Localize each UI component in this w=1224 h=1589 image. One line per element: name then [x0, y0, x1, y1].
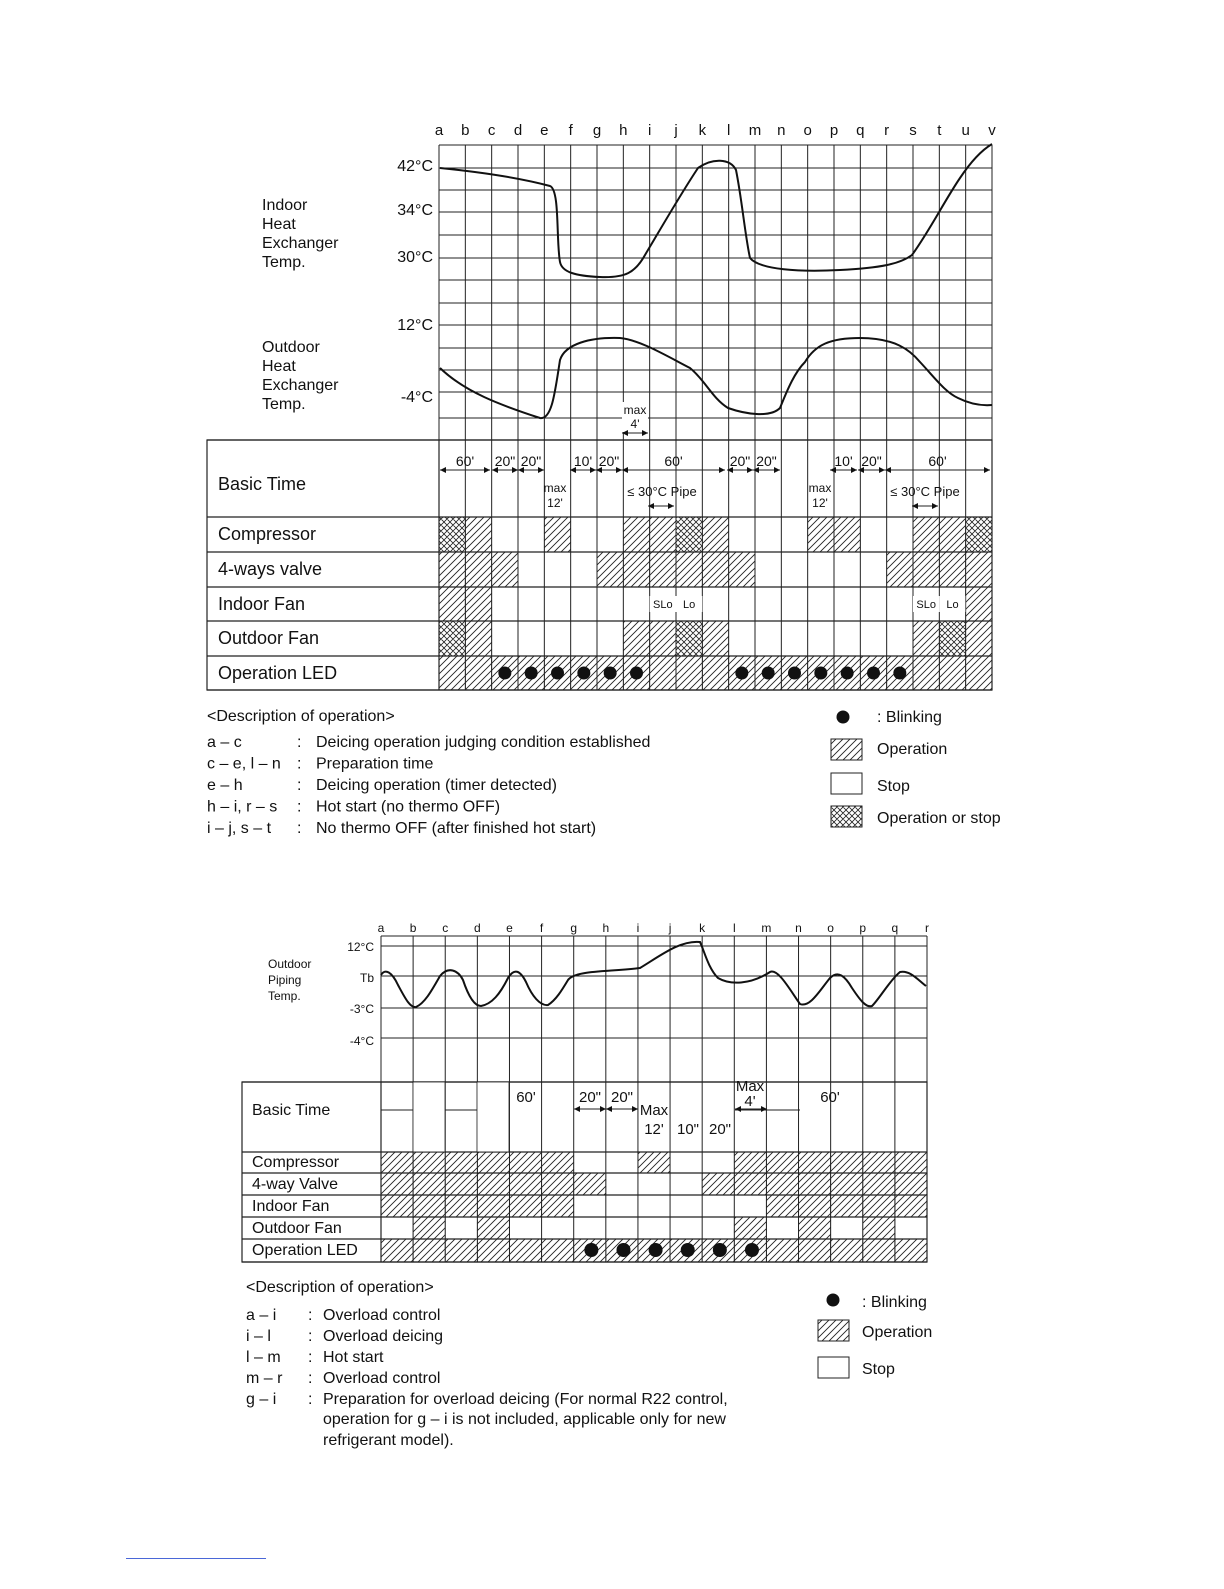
d1-cell-3-9 [676, 621, 702, 656]
d2-cell-1-2 [445, 1173, 477, 1195]
d1-duration-1: 20" [494, 453, 516, 469]
d1-desc-title: <Description of operation> [207, 708, 395, 725]
d1-legend-operation: Operation [877, 741, 948, 758]
d2-cell-1-12 [766, 1173, 798, 1195]
d2-cell-1-4 [509, 1173, 541, 1195]
d1-col-d: d [513, 122, 523, 139]
d1-row-label-0: Basic Time [218, 474, 307, 494]
d2-cell-2-15 [863, 1195, 895, 1217]
d1-cell-4-10 [702, 656, 728, 690]
d1-duration-4: 20" [598, 453, 620, 469]
d1-cell-1-11 [729, 552, 755, 587]
d2-cell-0-15 [863, 1152, 895, 1173]
d1-cell-4-0 [439, 656, 465, 690]
d1-desc-code-4: i – j, s – t [207, 820, 272, 837]
d1-col-r: r [884, 122, 890, 139]
d2-cell-3-3 [477, 1217, 509, 1239]
d2-desc-text-4: Preparation for overload deicing (For normal R22 control, [323, 1391, 728, 1408]
d2-legend-blinking: : Blinking [862, 1294, 927, 1311]
d1-row-label-4: Outdoor Fan [218, 628, 320, 648]
d2-col-e: e [506, 921, 513, 935]
d2-led-blink-0 [584, 1243, 598, 1257]
d1-duration-9: 20" [861, 453, 882, 469]
d1-cell-1-20 [966, 552, 992, 587]
d1-cell-2-1 [465, 587, 491, 621]
d2-led-blink-4 [713, 1243, 727, 1257]
d1-max12-a-val: 12' [547, 496, 563, 510]
d1-outdoor-label-2: Exchanger [262, 377, 339, 394]
d1-col-l: l [726, 122, 731, 139]
d1-cell-0-14 [808, 517, 834, 552]
d1-led-blink-3 [577, 667, 590, 680]
d1-row-label-3: Indoor Fan [218, 594, 306, 614]
d2-label-2: Temp. [268, 989, 301, 1003]
d2-cell-1-11 [734, 1173, 766, 1195]
d1-cell-1-2 [492, 552, 518, 587]
d1-led-blink-11 [867, 667, 880, 680]
d1-col-u: u [961, 122, 970, 139]
d2-cell-0-5 [542, 1152, 574, 1173]
d2-row-label-4: Outdoor Fan [252, 1220, 342, 1237]
d1-indoor-label-3: Temp. [262, 254, 306, 271]
d1-cell-0-7 [623, 517, 649, 552]
d2-col-a: a [377, 921, 385, 935]
d1-temp-tick-3: 12°C [397, 317, 433, 334]
d1-duration-3: 10' [573, 453, 593, 469]
d2-label-1: Piping [268, 973, 302, 987]
d2-duration-9: 60' [820, 1089, 840, 1106]
d1-duration-6: 20" [729, 453, 751, 469]
d1-cell-2-20 [966, 587, 992, 621]
d2-col-o: o [827, 921, 834, 935]
d1-cell-1-7 [623, 552, 649, 587]
d1-led-blink-1 [525, 667, 538, 680]
d2-cell-3-1 [413, 1217, 445, 1239]
d2-col-k: k [699, 921, 706, 935]
d1-fanlevel-2-19: Lo [946, 599, 959, 611]
d2-cell-2-14 [831, 1195, 863, 1217]
d1-desc-text-2: Deicing operation (timer detected) [316, 777, 558, 794]
d2-led-blink-5 [745, 1243, 759, 1257]
d1-legend-op-or-stop: Operation or stop [877, 810, 1001, 827]
d2-tick-3: -4°C [349, 1034, 374, 1048]
d1-max12-a: max [543, 481, 567, 495]
d2-cell-4-12 [766, 1239, 798, 1262]
d1-cell-1-17 [887, 552, 913, 587]
d1-col-v: v [988, 122, 996, 139]
d2-cell-4-0 [381, 1239, 413, 1262]
d2-label-0: Outdoor [268, 957, 312, 971]
d2-col-h: h [602, 921, 610, 935]
d2-desc-code-3: m – r [246, 1370, 283, 1387]
d1-col-j: j [674, 122, 678, 139]
d2-cell-0-2 [445, 1152, 477, 1173]
d2-col-i: i [636, 921, 640, 935]
d1-col-s: s [909, 122, 917, 139]
d2-cell-4-5 [542, 1239, 574, 1262]
d2-duration-7: Max [735, 1078, 765, 1095]
d1-row-label-2: 4-ways valve [218, 559, 323, 579]
d1-col-i: i [647, 122, 652, 139]
d2-col-m: m [761, 921, 772, 935]
d1-led-blink-6 [735, 667, 748, 680]
d2-duration-2: 20" [610, 1089, 634, 1106]
d1-cell-0-19 [939, 517, 965, 552]
d2-tick-0: 12°C [347, 940, 374, 954]
d1-pipe-b: ≤ 30°C Pipe [890, 484, 960, 499]
d1-desc-colon-3: : [297, 798, 302, 816]
d1-max4: max [623, 403, 647, 417]
d1-pipe-a: ≤ 30°C Pipe [627, 484, 697, 499]
d2-cell-2-13 [799, 1195, 831, 1217]
d1-cell-3-20 [966, 621, 992, 656]
d1-cell-4-18 [913, 656, 939, 690]
d1-cell-3-18 [913, 621, 939, 656]
d2-col-c: c [442, 921, 449, 935]
d2-row-label-1: Compressor [252, 1154, 340, 1171]
d2-led-blink-2 [649, 1243, 663, 1257]
d2-cell-2-5 [542, 1195, 574, 1217]
d2-cell-1-3 [477, 1173, 509, 1195]
d1-max12-b: max [808, 481, 832, 495]
d1-cell-3-10 [702, 621, 728, 656]
d1-indoor-label-0: Indoor [262, 197, 308, 214]
d2-cell-4-3 [477, 1239, 509, 1262]
d1-cell-4-19 [939, 656, 965, 690]
outdoor-temp-curve [440, 338, 992, 418]
d1-temperature-curves [440, 144, 992, 418]
d2-bt-gap-1 [413, 1082, 445, 1152]
d2-row-label-3: Indoor Fan [252, 1198, 330, 1215]
diagram-deicing [207, 122, 1001, 837]
d1-led-blink-12 [893, 667, 906, 680]
d1-desc-code-2: e – h [207, 777, 243, 794]
d2-tick-1: Tb [359, 971, 374, 985]
d2-desc-text-2: Hot start [323, 1349, 384, 1366]
d2-led-blink-3 [681, 1243, 695, 1257]
d2-cell-2-16 [895, 1195, 927, 1217]
d2-row-label-2: 4-way Valve [252, 1176, 338, 1193]
d2-duration-6: 20" [708, 1121, 732, 1138]
d2-cell-0-13 [799, 1152, 831, 1173]
d2-bt-gap-2 [477, 1082, 509, 1152]
d1-cell-4-8 [650, 656, 676, 690]
d2-row-label-0: Basic Time [252, 1102, 331, 1119]
d2-cell-3-11 [734, 1217, 766, 1239]
d2-desc-code-0: a – i [246, 1307, 277, 1324]
d1-cell-3-0 [439, 621, 465, 656]
d2-cell-0-3 [477, 1152, 509, 1173]
d2-desc-text-0: Overload control [323, 1307, 441, 1324]
d1-duration-8: 10' [834, 453, 853, 469]
d2-cell-1-14 [831, 1173, 863, 1195]
d2-cell-4-15 [863, 1239, 895, 1262]
d1-desc-text-1: Preparation time [316, 755, 434, 773]
d2-cell-2-3 [477, 1195, 509, 1217]
footer-rule [126, 1558, 266, 1559]
outdoor-piping-temp-curve [381, 942, 926, 1007]
d1-indoor-label-2: Exchanger [262, 235, 339, 252]
d1-col-a: a [434, 122, 444, 139]
d1-max12-b-val: 12' [812, 496, 828, 510]
d2-col-l: l [732, 921, 736, 935]
d1-cell-2-0 [439, 587, 465, 621]
d2-cell-4-16 [895, 1239, 927, 1262]
d1-fanlevel-2-9: Lo [683, 599, 696, 611]
d1-cell-3-8 [650, 621, 676, 656]
d2-col-d: d [474, 921, 481, 935]
d2-cell-3-15 [863, 1217, 895, 1239]
d1-cell-4-1 [465, 656, 491, 690]
d1-legend-stop: Stop [877, 778, 910, 795]
d2-cell-1-13 [799, 1173, 831, 1195]
d1-temp-tick-0: 42°C [397, 158, 433, 175]
d1-cell-0-1 [465, 517, 491, 552]
d1-cell-0-4 [544, 517, 570, 552]
d2-col-r: r [925, 921, 929, 935]
d1-led-blink-9 [814, 667, 827, 680]
d2-cell-0-4 [509, 1152, 541, 1173]
d2-legend-operation: Operation [862, 1324, 933, 1341]
d1-cell-1-0 [439, 552, 465, 587]
d2-cell-2-1 [413, 1195, 445, 1217]
d2-desc-colon-0: : [308, 1307, 313, 1324]
d2-col-n: n [795, 921, 802, 935]
d1-cell-4-9 [676, 656, 702, 690]
d2-cell-1-15 [863, 1173, 895, 1195]
d1-cell-3-7 [623, 621, 649, 656]
d2-cell-2-12 [766, 1195, 798, 1217]
d1-col-m: m [748, 122, 762, 139]
d1-labels [207, 122, 1001, 837]
d2-col-b: b [409, 921, 417, 935]
d2-legend-stop-swatch [818, 1357, 849, 1378]
d1-outdoor-label-3: Temp. [262, 396, 306, 413]
d2-col-j: j [668, 921, 672, 935]
d1-temp-tick-1: 34°C [397, 202, 433, 219]
d1-col-o: o [803, 122, 812, 139]
d2-cell-1-0 [381, 1173, 413, 1195]
d2-cell-1-6 [574, 1173, 606, 1195]
d1-desc-colon-4: : [297, 820, 302, 837]
d1-duration-2: 20" [520, 453, 542, 469]
d2-duration-8: 4' [744, 1093, 756, 1110]
d1-cell-0-10 [702, 517, 728, 552]
d1-col-c: c [487, 122, 496, 139]
d2-duration-4: 12' [644, 1121, 664, 1138]
d2-cell-1-5 [542, 1173, 574, 1195]
d1-legend-stop-swatch [831, 773, 862, 794]
d2-duration-3: Max [639, 1102, 669, 1119]
d1-col-b: b [461, 122, 470, 139]
d2-col-p: p [859, 921, 867, 935]
d1-desc-text-3: Hot start (no thermo OFF) [316, 798, 501, 816]
d1-duration-5: 60' [664, 453, 683, 469]
d2-cell-0-14 [831, 1152, 863, 1173]
d2-desc-colon-4: : [308, 1391, 313, 1408]
d1-cell-1-9 [676, 552, 702, 587]
d2-cell-2-4 [509, 1195, 541, 1217]
d2-col-f: f [539, 921, 544, 935]
d2-desc-colon-1: : [308, 1328, 313, 1345]
d1-duration-7: 20" [756, 453, 777, 469]
d1-col-f: f [568, 122, 573, 139]
d1-col-e: e [540, 122, 549, 139]
d2-cell-3-13 [799, 1217, 831, 1239]
d1-cell-0-20 [966, 517, 992, 552]
d1-temp-tick-4: -4°C [400, 389, 433, 406]
d1-cell-4-20 [966, 656, 992, 690]
d2-cell-1-1 [413, 1173, 445, 1195]
d2-desc-code-1: i – l [246, 1328, 271, 1345]
d1-desc-colon-2: : [297, 777, 302, 794]
d2-led-blink-1 [616, 1243, 630, 1257]
d2-duration-1: 20" [578, 1089, 602, 1106]
d1-col-h: h [619, 122, 628, 139]
d1-cell-0-0 [439, 517, 465, 552]
d1-desc-text-4: No thermo OFF (after finished hot start) [316, 820, 597, 837]
d2-cell-0-1 [413, 1152, 445, 1173]
d1-state-cells [439, 517, 992, 690]
d2-duration-0: 60' [516, 1089, 536, 1106]
d1-col-k: k [698, 122, 707, 139]
d1-cell-3-1 [465, 621, 491, 656]
d1-led-blink-0 [498, 667, 511, 680]
d1-row-label-1: Compressor [218, 524, 317, 544]
d2-cell-4-4 [509, 1239, 541, 1262]
d2-cell-0-16 [895, 1152, 927, 1173]
d2-desc-text-1: Overload deicing [323, 1328, 444, 1345]
diagram-overload [242, 921, 932, 1449]
d2-row-label-5: Operation LED [252, 1242, 358, 1259]
d1-duration-10: 60' [928, 453, 947, 469]
d1-desc-colon-1: : [297, 755, 302, 773]
d1-legend-blink-dot [837, 711, 850, 724]
d1-col-t: t [937, 122, 942, 139]
d2-cell-4-13 [799, 1239, 831, 1262]
d2-cell-2-0 [381, 1195, 413, 1217]
d1-desc-code-1: c – e, l – n [207, 755, 281, 773]
d1-led-blink-8 [788, 667, 801, 680]
d2-legend-stop: Stop [862, 1361, 895, 1378]
d1-cell-1-18 [913, 552, 939, 587]
d1-col-n: n [777, 122, 786, 139]
d1-cell-1-1 [465, 552, 491, 587]
d1-cell-1-19 [939, 552, 965, 587]
d2-cell-2-2 [445, 1195, 477, 1217]
d2-cell-0-8 [638, 1152, 670, 1173]
d1-col-q: q [856, 122, 865, 139]
d1-cell-1-8 [650, 552, 676, 587]
d1-cell-0-9 [676, 517, 702, 552]
d1-cell-0-18 [913, 517, 939, 552]
d1-col-g: g [592, 122, 602, 139]
d2-cell-1-10 [702, 1173, 734, 1195]
d1-legend-opstop-swatch [831, 806, 862, 827]
d2-cell-4-14 [831, 1239, 863, 1262]
d2-cell-0-0 [381, 1152, 413, 1173]
d1-led-blink-5 [630, 667, 643, 680]
d1-cell-3-19 [939, 621, 965, 656]
d1-led-blink-2 [551, 667, 564, 680]
d1-fanlevel-2-8: SLo [653, 599, 673, 611]
d1-indoor-label-1: Heat [262, 216, 296, 233]
d2-cell-1-16 [895, 1173, 927, 1195]
d2-col-g: g [570, 921, 578, 935]
d1-desc-code-3: h – i, r – s [207, 798, 278, 816]
d2-cell-0-12 [766, 1152, 798, 1173]
d2-desc-colon-2: : [308, 1349, 313, 1366]
d2-col-q: q [891, 921, 899, 935]
d2-desc-text-3: Overload control [323, 1370, 441, 1387]
d1-cell-0-15 [834, 517, 860, 552]
d1-led-blink-7 [762, 667, 775, 680]
d2-legend-op-swatch [818, 1320, 849, 1341]
d1-grid [207, 145, 992, 690]
d1-outdoor-label-0: Outdoor [262, 339, 320, 356]
d2-legend-blink-dot [827, 1294, 840, 1307]
d1-cell-1-10 [702, 552, 728, 587]
d1-desc-text-0: Deicing operation judging condition established [316, 734, 651, 751]
d2-desc-cont-0: operation for g – i is not included, applicable only for new [323, 1411, 726, 1428]
d1-cell-0-8 [650, 517, 676, 552]
d1-desc-code-0: a – c [207, 734, 242, 751]
d2-desc-code-2: l – m [246, 1349, 281, 1366]
d1-col-p: p [829, 122, 839, 139]
d1-led-blink-10 [841, 667, 854, 680]
d2-tick-2: -3°C [349, 1002, 374, 1016]
d1-fanlevel-2-18: SLo [916, 599, 936, 611]
indoor-temp-curve [440, 144, 992, 277]
d1-cell-1-6 [597, 552, 623, 587]
d2-desc-code-4: g – i [246, 1391, 277, 1408]
d1-max4-val: 4' [630, 417, 640, 431]
d1-legend-blinking: : Blinking [877, 709, 942, 726]
d1-led-blink-4 [604, 667, 617, 680]
d1-temp-tick-2: 30°C [397, 249, 433, 266]
d1-outdoor-label-1: Heat [262, 358, 296, 375]
d2-cell-4-1 [413, 1239, 445, 1262]
d2-desc-cont-1: refrigerant model). [323, 1432, 454, 1449]
d1-legend-op-swatch [831, 739, 862, 760]
d2-cell-4-2 [445, 1239, 477, 1262]
d1-row-label-5: Operation LED [218, 663, 338, 683]
d2-desc-colon-3: : [308, 1370, 313, 1387]
d2-cell-0-11 [734, 1152, 766, 1173]
d2-desc-title: <Description of operation> [246, 1279, 434, 1296]
d1-duration-0: 60' [455, 453, 475, 469]
d1-desc-colon-0: : [297, 734, 302, 751]
d2-duration-5: 10" [676, 1121, 700, 1138]
